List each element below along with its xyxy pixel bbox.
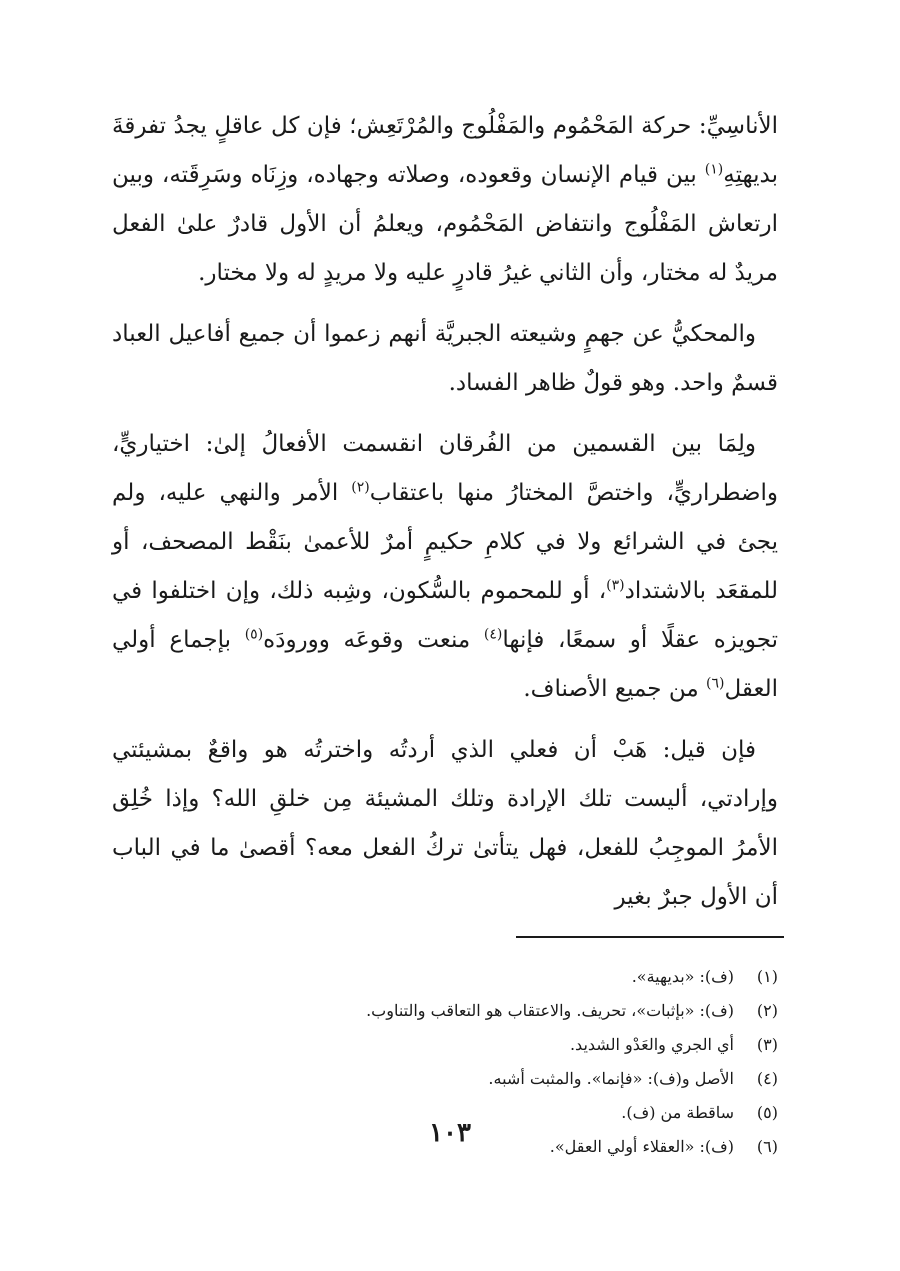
footnote-text: ساقطة من (ف). [621, 1103, 734, 1122]
footnote-text: (ف): «بديهية». [631, 967, 734, 986]
footnote-number: (٤) [756, 1069, 778, 1088]
footnote-item [112, 994, 778, 1028]
footnote-number: (٥) [756, 1103, 778, 1122]
book-page [112, 102, 778, 1164]
footnote-text: (ف): «بإثبات»، تحريف. والاعتقاب هو التعاقب والتناوب. [366, 1001, 734, 1020]
footnote-reference: (٣) [606, 577, 625, 594]
footnote-reference: (٥) [244, 626, 264, 643]
paragraph-text: فإن قيل: هَبْ أن فعلي الذي أردتُه واخترتُه هو واقعٌ بمشيئتي وإرادتي، أليست تلك الإرادة وتلك المشيئة مِن خلقِ الله؟ وإذا خُلِق الأمرُ الموجِبُ للفعل، فهل يتأتىٰ تركُ الفعل معه؟ أقصىٰ ما في الباب أن الأول جبرٌ بغير [112, 737, 778, 910]
footnote-text: أي الجري والعَدْو الشديد. [569, 1035, 734, 1054]
footnote-number: (٦) [756, 1137, 778, 1156]
paragraph-text: بإجماع أولي العقل [112, 627, 778, 702]
footnote-number: (١) [756, 967, 778, 986]
main-text-block [112, 102, 778, 922]
paragraph-text: الأمر والنهي عليه، ولم يجئ في الشرائع ولا في كلامِ حكيمٍ أمرٌ للأعمىٰ بنَقْط المصحف، أو للمقعَد بالاشتداد [112, 480, 778, 604]
footnote-separator [516, 936, 784, 938]
paragraph [112, 726, 778, 922]
page-number: ١٠٣ [429, 1118, 471, 1148]
footnote-number: (٣) [756, 1035, 778, 1054]
footnote-item [112, 1028, 778, 1062]
paragraph [112, 102, 778, 298]
paragraph-text: بين قيام الإنسان وقعوده، وصلاته وجهاده، وزِنَاه وسَرِقَته، وبين ارتعاش المَفْلُوج وانتفاض المَحْمُوم، ويعلمُ أن الأول قادرٌ علىٰ الفعل مريدٌ له مختار، وأن الثاني غيرُ قادرٍ عليه ولا مريدٍ له ولا مختار. [112, 162, 778, 286]
footnote-reference: (٦) [705, 675, 725, 692]
footnote-item [112, 960, 778, 994]
paragraph [112, 420, 778, 714]
paragraph-text: ، أو للمحموم بالسُّكون، وشِبه ذلك، وإن اختلفوا في تجويزه عقلًا أو سمعًا، فإنها [112, 578, 778, 653]
footnote-number: (٢) [756, 1001, 778, 1020]
footnote-item [112, 1062, 778, 1096]
paragraph-text: من جميع الأصناف. [523, 676, 706, 702]
paragraph-text: والمحكيُّ عن جهمٍ وشيعته الجبريَّة أنهم زعموا أن جميع أفاعيل العباد قسمٌ واحد. وهو قولٌ ظاهر الفساد. [112, 321, 778, 396]
footnote-reference: (١) [704, 161, 724, 178]
paragraph [112, 310, 778, 408]
paragraph-text: الأناسِيِّ: حركة المَحْمُوم والمَفْلُوج والمُرْتَعِش؛ فإن كل عاقلٍ يجدُ تفرقةَ بديهتِهِ [112, 113, 778, 188]
paragraph-text: ولِمَا بين القسمين من الفُرقان انقسمت الأفعالُ إلىٰ: اختياريٍّ، واضطراريٍّ، واختصَّ المختارُ منها باعتقاب [112, 431, 779, 506]
footnote-text: الأصل و(ف): «فإنما». والمثبت أشبه. [488, 1069, 734, 1088]
paragraph-text: منعت وقوعَه وورودَه [263, 627, 484, 653]
footnote-text: (ف): «العقلاء أولي العقل». [549, 1137, 734, 1156]
footnote-reference: (٤) [483, 626, 503, 643]
footnote-reference: (٢) [351, 479, 370, 496]
